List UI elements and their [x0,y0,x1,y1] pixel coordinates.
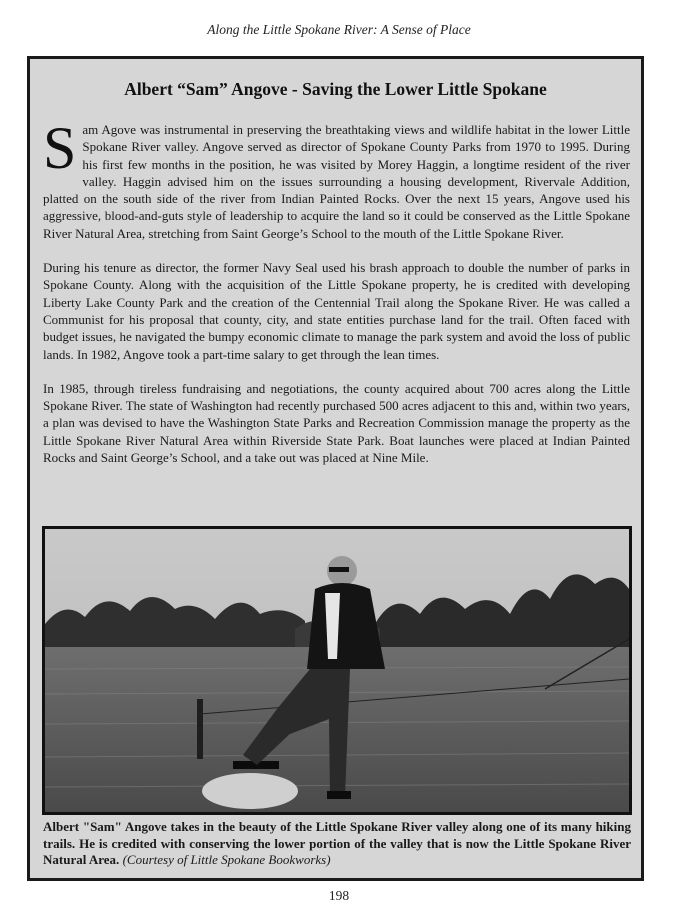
paragraph-3: In 1985, through tireless fundraising and negotiations, the county acquired about 700 acres along the Little Spokane River. The state of Washington had recently purchased 500 acres adjacent to this and, within two years, a plan was devised to have the Washington State Parks and Recreation Commission manage the property as the Little Spokane River Natural Area within Riverside State Park. Boat launches were placed at Indian Painted Rocks and Saint George’s School, and a take out was placed at Nine Mile. [43,380,630,466]
portrait-photo [42,526,632,815]
page-number: 198 [328,888,350,903]
drop-cap: S [43,115,77,181]
sidebar-panel [27,56,644,881]
caption-credit: (Courtesy of Little Spokane Bookworks) [122,852,331,867]
running-header: Along the Little Spokane River: A Sense of Place [207,22,471,37]
paragraph-1 [43,115,630,242]
article-body [43,115,630,483]
article-title: Albert “Sam” Angove - Saving the Lower Little Spokane [124,79,547,99]
paragraph-2: During his tenure as director, the former Navy Seal used his brash approach to double the number of parks in Spokane County. Along with the acquisition of the Little Spokane property, he is credited with developing Liberty Lake County Park and the creation of the Centennial Trail along the Spokane River. He was called a Communist for his proposal that county, city, and state entities purchase land for the trail. Often faced with budget issues, he navigated the bumpy economic climate to manage the park system and avoid the loss of public lands. In 1982, Angove took a part-time salary to get through the lean times. [43,260,630,362]
photo-image [45,529,629,812]
paragraph-1-text: am Agove was instrumental in preserving the breathtaking views and wildlife habitat in the lower Little Spokane River valley. Angove served as director of Spokane County Parks from 1970 to 1995. During his first few months in the position, he was visited by Morey Haggin, a longtime resident of the river valley. Haggin advised him on the issues surrounding a housing development, Rivervale Addition, platted on the south side of the river from Indian Painted Rocks. Over the next 15 years, Angove used his aggressive, blood-and-guts style of leadership to acquire the land so it could be conserved as the Little Spokane River Natural Area, stretching from Saint George’s School to the mouth of the Little Spokane River. [43,122,630,241]
photo-caption [43,819,631,869]
caption-text: Albert "Sam" Angove takes in the beauty of the Little Spokane River valley along one of its many hiking trails. He is credited with conserving the lower portion of the valley that is now the Little Spokane River Natural Area. [43,819,631,867]
